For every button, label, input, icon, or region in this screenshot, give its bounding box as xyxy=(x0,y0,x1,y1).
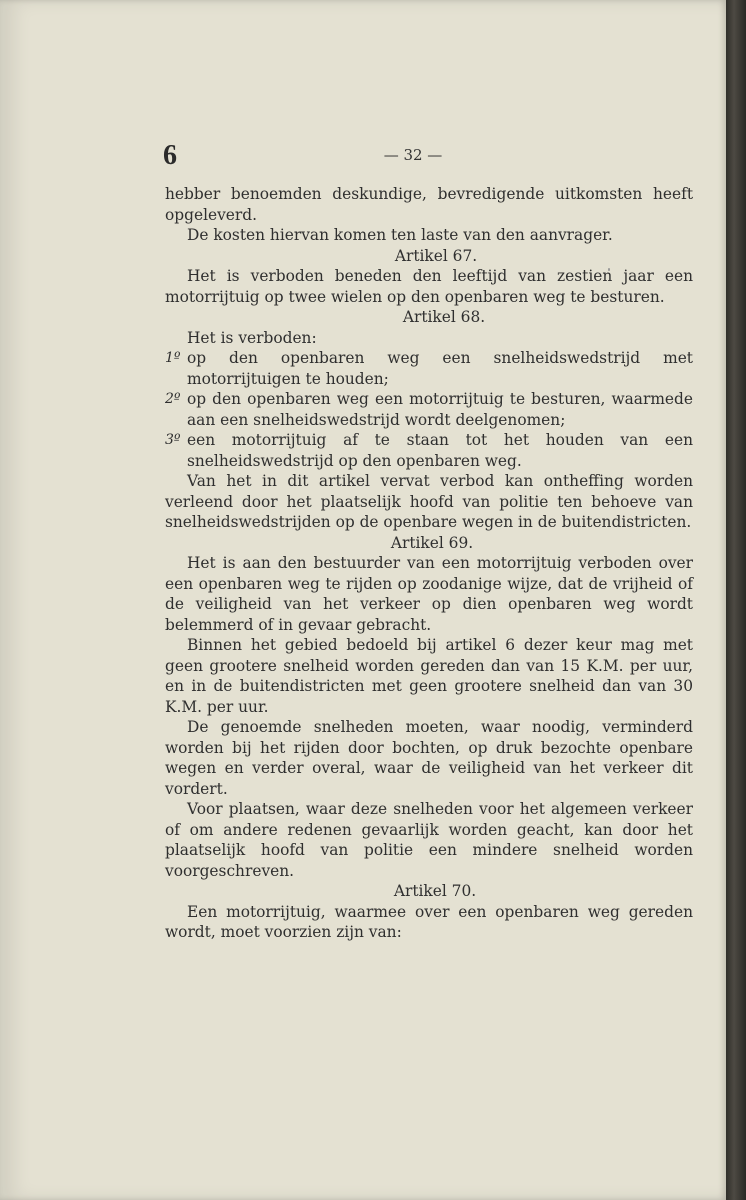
article-67-heading: Artikel 67. xyxy=(394,246,478,265)
article-69-heading: Artikel 69. xyxy=(390,533,474,552)
book-spine xyxy=(726,0,746,1200)
list-item xyxy=(165,430,693,471)
list-text: een motorrijtuig af te staan tot het houden van een snelheidswedstrijd op den openbaren weg. xyxy=(187,431,693,470)
page-number-center: — 32 — xyxy=(383,146,443,164)
page-content xyxy=(165,184,693,943)
article-68-heading: Artikel 68. xyxy=(402,308,486,326)
list-item xyxy=(165,348,693,389)
article-69-paragraph-3: De genoemde snelheden moeten, waar noodig, verminderd worden bij het rijden door bochten, op druk bezochte openbare wegen en verder overal, waar de veiligheid van het verkeer dit vordert. xyxy=(165,718,693,798)
article-68-exemption: Van het in dit artikel vervat verbod kan ontheffing worden verleend door het plaatselijk hoofd van politie ten behoeve van snelheidswedstrijden op de openbare wegen in de buitendistricten. xyxy=(165,472,693,531)
list-text: op den openbaren weg een snelheidswedstrijd met motorrijtuigen te houden; xyxy=(187,349,693,388)
article-67-text: Het is verboden beneden den leeftijd van zestien jaar een motorrijtuig op twee wielen op den openbaren weg te besturen. xyxy=(165,267,693,306)
list-number: 1º xyxy=(165,350,181,366)
paragraph: hebber benoemden deskundige, bevredigende uitkomsten heeft opgeleverd. xyxy=(165,185,693,224)
article-68-intro: Het is verboden: xyxy=(187,328,317,347)
list-number: 2º xyxy=(165,391,181,407)
article-70-text: Een motorrijtuig, waarmee over een openbaren weg gereden wordt, moet voorzien zijn van: xyxy=(165,902,693,941)
article-70-heading: Artikel 70. xyxy=(393,882,477,900)
article-69-paragraph-4: Voor plaatsen, waar deze snelheden voor het algemeen verkeer of om andere redenen gevaarlijk worden geacht, kan door het plaatselijk hoofd van politie een mindere snelheid worden voorgeschreven. xyxy=(165,800,693,880)
list-item xyxy=(165,389,693,430)
article-69-paragraph-1: Het is aan den bestuurder van een motorrijtuig verboden over een openbaren weg te rijden op zoodanige wijze, dat de vrijheid of de veiligheid van het verkeer op dien openbaren weg wordt belemmerd of in gevaar gebracht. xyxy=(165,554,693,634)
paragraph: De kosten hiervan komen ten laste van den aanvrager. xyxy=(187,226,613,244)
list-text: op den openbaren weg een motorrijtuig te besturen, waarmede aan een snelheidswedstrijd wordt deelgenomen; xyxy=(187,390,693,429)
article-69-paragraph-2: Binnen het gebied bedoeld bij artikel 6 dezer keur mag met geen grootere snelheid worden gereden dan van 15 K.M. per uur, en in de buitendistricten met geen grootere snelheid dan van 30 K.M. per uur. xyxy=(165,636,693,716)
list-number: 3º xyxy=(165,432,181,448)
page-number-left: 6 xyxy=(163,140,177,171)
